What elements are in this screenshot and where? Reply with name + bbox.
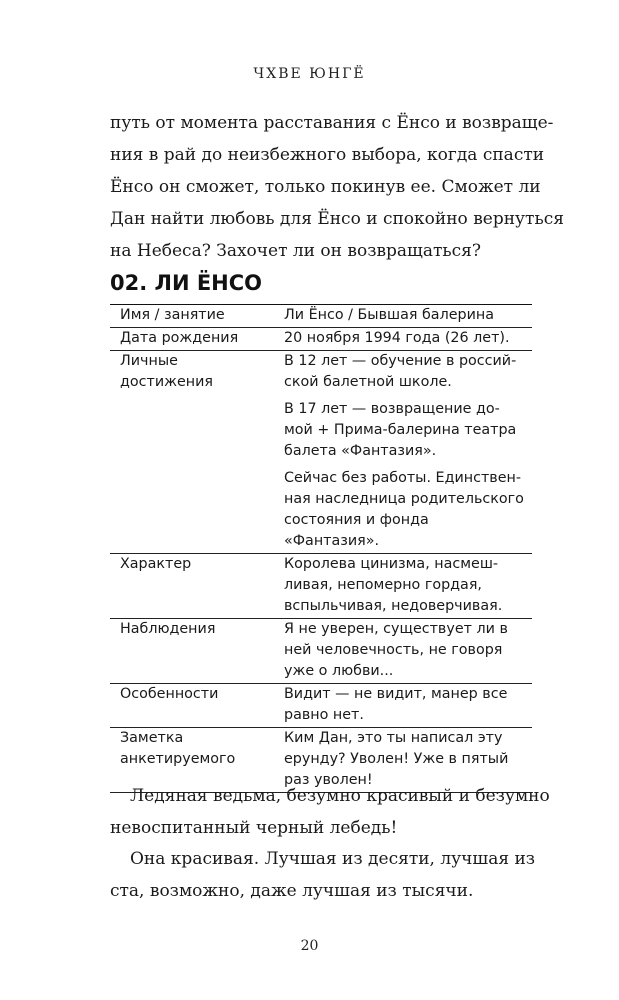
- value-text: Ли Ёнсо / Бывшая балерина: [284, 307, 494, 323]
- value-text: 20 ноября 1994 года (26 лет).: [284, 330, 510, 346]
- section-heading: 02. ЛИ ЁНСО: [110, 271, 263, 295]
- value-text: В 17 лет — возвращение до-мой + Прима-балерина театра балета «Фантазия».: [284, 401, 517, 459]
- table-row: [110, 684, 532, 728]
- row-value: [276, 305, 532, 328]
- paragraph-beauty: [110, 843, 536, 907]
- row-value: [276, 619, 532, 684]
- intro-line: ния в рай до неизбежного выбора, когда спасти: [110, 145, 545, 165]
- row-label: Имя / занятие: [120, 307, 225, 323]
- row-label: Личные достижения: [120, 353, 214, 390]
- paragraph-line: ста, возможно, даже лучшая из тысячи.: [110, 881, 474, 901]
- row-value: [276, 554, 532, 619]
- row-value: [276, 351, 532, 554]
- value-text: Я не уверен, существует ли в ней человечность, не говоря уже о любви...: [284, 621, 508, 679]
- table-row: [110, 351, 532, 554]
- value-text: Видит — не видит, манер все равно нет.: [284, 686, 508, 723]
- row-label: Наблюдения: [120, 621, 216, 637]
- row-label: Заметка анкетируемого: [120, 730, 236, 767]
- intro-line: на Небеса? Захочет ли он возвращаться?: [110, 241, 482, 261]
- intro-line: путь от момента расставания с Ёнсо и возвраще-: [110, 113, 554, 133]
- row-value: [276, 328, 532, 351]
- paragraph-line: невоспитанный черный лебедь!: [110, 818, 398, 838]
- intro-line: Дан найти любовь для Ёнсо и спокойно вернуться: [110, 209, 564, 229]
- value-text: В 12 лет — обучение в россий-ской балетной школе.: [284, 353, 517, 390]
- row-label: Характер: [120, 556, 192, 572]
- row-label: Дата рождения: [120, 330, 239, 346]
- intro-line: Ёнсо он сможет, только покинув ее. Сможет ли: [110, 177, 541, 197]
- row-label: Особенности: [120, 686, 219, 702]
- table-row: [110, 619, 532, 684]
- running-head: ЧХВЕ ЮНГЁ: [253, 66, 366, 82]
- page-number: 20: [300, 938, 319, 954]
- table-row: [110, 554, 532, 619]
- value-text: Ким Дан, это ты написал эту ерунду? Уволен! Уже в пятый раз уволен!: [284, 730, 509, 788]
- value-text: Королева цинизма, насмеш-ливая, непомерно гордая, вспыльчивая, недоверчивая.: [284, 556, 503, 614]
- paragraph-line: Ледяная ведьма, безумно красивый и безумно: [130, 786, 550, 806]
- row-value: [276, 684, 532, 728]
- paragraph-line: Она красивая. Лучшая из десяти, лучшая из: [130, 849, 536, 869]
- paragraph-witch: [110, 780, 550, 844]
- table-row: [110, 328, 532, 351]
- table-row: [110, 305, 532, 328]
- value-text: Сейчас без работы. Единствен-ная наследница родительского состояния и фонда «Фантазия».: [284, 470, 524, 549]
- intro-paragraph: [110, 107, 564, 267]
- profile-table: [110, 304, 532, 793]
